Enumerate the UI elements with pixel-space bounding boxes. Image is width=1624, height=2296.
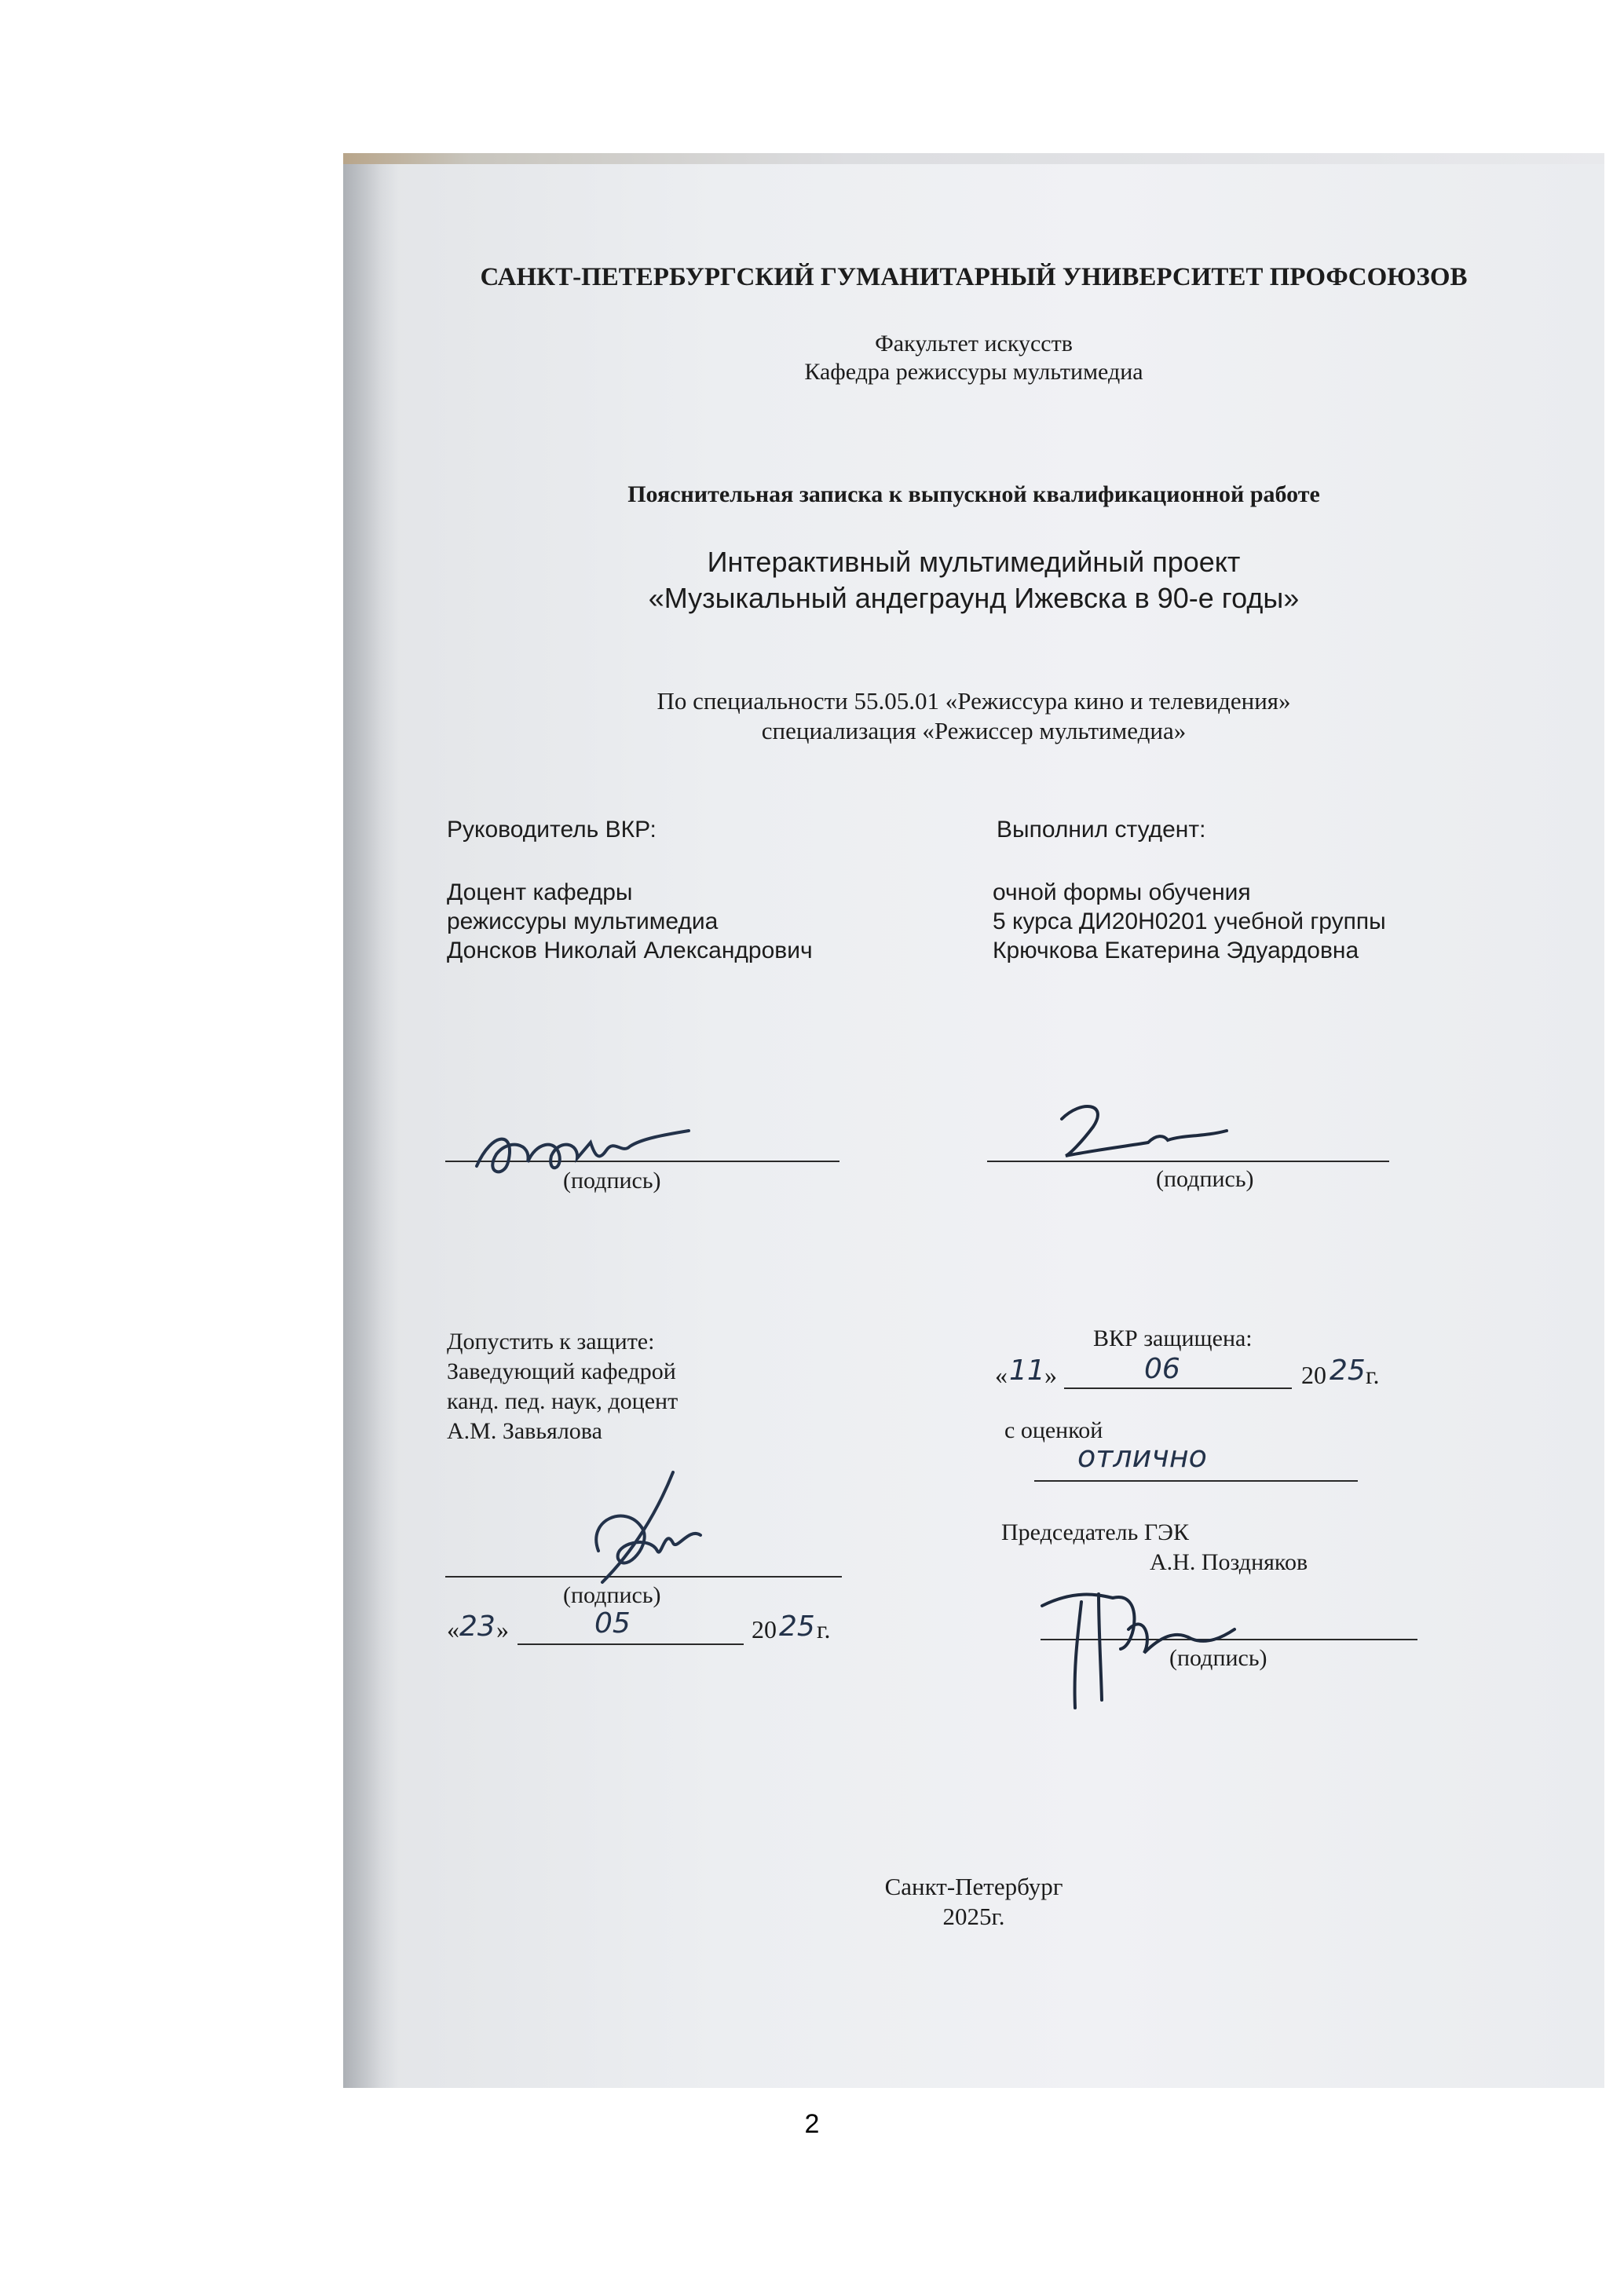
admit-date-year-prefix: 20 <box>752 1615 777 1643</box>
defended-date-close: » <box>1044 1361 1057 1389</box>
scanned-title-page <box>343 153 1604 2088</box>
admit-date-day: 23 <box>459 1610 496 1643</box>
specialty-line1: По специальности 55.05.01 «Режиссура кино и телевидения» <box>657 687 1291 715</box>
year: 2025г. <box>942 1903 1005 1930</box>
chair-title: Председатель ГЭК <box>1001 1519 1189 1545</box>
student-group-line: 5 курса ДИ20Н0201 учебной группы <box>993 909 1386 934</box>
admit-date-year-suffix: 25 <box>779 1610 815 1643</box>
defended-date-year-prefix: 20 <box>1301 1361 1326 1389</box>
grade-value: отлично <box>1077 1439 1207 1474</box>
admit-position-line1: Заведующий кафедрой <box>447 1358 676 1384</box>
document-type: Пояснительная записка к выпускной квалификационной работе <box>627 481 1320 507</box>
defended-heading: ВКР защищена: <box>1093 1325 1253 1351</box>
supervisor-name: Донсков Николай Александрович <box>447 938 813 963</box>
defended-date-open: « <box>995 1361 1008 1389</box>
faculty-name: Факультет искусств <box>875 331 1073 356</box>
admit-date-close: » <box>496 1615 509 1643</box>
chair-signature <box>1034 1574 1238 1716</box>
specialty-line2: специализация «Режиссер мультимедиа» <box>761 717 1187 744</box>
page-shadow <box>343 153 398 2088</box>
project-title-line1: Интерактивный мультимедийный проект <box>707 546 1241 578</box>
defended-date-month-line <box>1064 1387 1292 1389</box>
grade-label: с оценкой <box>1004 1417 1103 1443</box>
university-name: САНКТ-ПЕТЕРБУРГСКИЙ ГУМАНИТАРНЫЙ УНИВЕРСИТЕТ ПРОФСОЮЗОВ <box>480 263 1468 291</box>
admit-position-line2: канд. пед. наук, доцент <box>447 1388 678 1414</box>
admit-date-open: « <box>447 1615 459 1643</box>
supervisor-position-line2: режиссуры мультимедиа <box>447 909 719 934</box>
chair-name: А.Н. Поздняков <box>1150 1549 1308 1575</box>
student-form-line: очной формы обучения <box>993 879 1251 905</box>
supervisor-heading: Руководитель ВКР: <box>447 817 657 843</box>
admit-date-month-line <box>518 1643 744 1645</box>
student-signature-caption: (подпись) <box>1156 1166 1254 1192</box>
defended-date-end: г. <box>1366 1361 1380 1389</box>
page-number: 2 <box>804 2109 820 2139</box>
defended-date-month: 06 <box>1144 1353 1180 1385</box>
supervisor-signature-caption: (подпись) <box>563 1168 661 1194</box>
admit-signature-caption: (подпись) <box>563 1582 661 1608</box>
defended-date-day: 11 <box>1009 1355 1045 1387</box>
admit-signature <box>555 1464 736 1598</box>
chair-signature-caption: (подпись) <box>1169 1645 1267 1671</box>
admit-name: А.М. Завьялова <box>447 1418 602 1444</box>
city: Санкт-Петербург <box>884 1873 1063 1900</box>
student-signature <box>1046 1091 1250 1170</box>
student-heading: Выполнил студент: <box>997 817 1206 843</box>
page-top-edge <box>343 153 1604 164</box>
admit-heading: Допустить к защите: <box>447 1329 655 1355</box>
admit-date-end: г. <box>817 1615 831 1643</box>
admit-date-month: 05 <box>594 1607 631 1640</box>
student-name: Крючкова Екатерина Эдуардовна <box>993 938 1359 963</box>
defended-date-year-suffix: 25 <box>1330 1355 1366 1387</box>
supervisor-position-line1: Доцент кафедры <box>447 879 633 905</box>
grade-line <box>1034 1480 1358 1482</box>
department-name: Кафедра режиссуры мультимедиа <box>804 359 1143 385</box>
project-title-line2: «Музыкальный андеграунд Ижевска в 90-е годы» <box>648 582 1300 614</box>
supervisor-signature <box>461 1107 697 1194</box>
